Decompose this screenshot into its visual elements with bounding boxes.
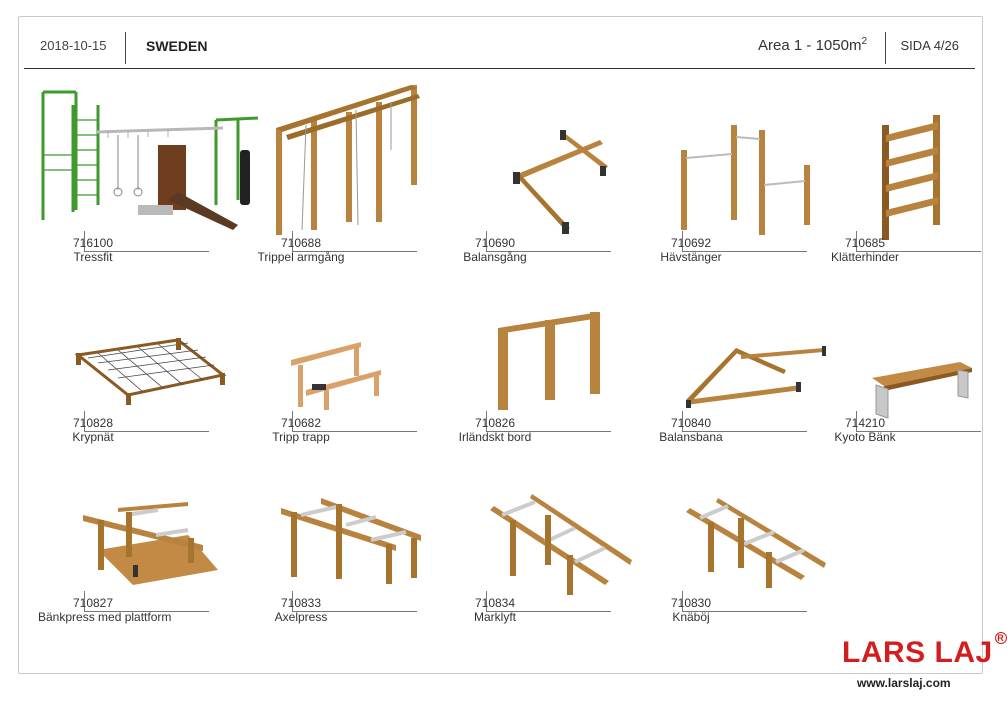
registered-mark: R [995, 632, 1007, 644]
header-separator [885, 32, 886, 64]
product-710826 [440, 260, 630, 445]
product-710834 [440, 440, 630, 625]
product-code: 710834 [474, 596, 516, 610]
product-code: 710840 [670, 416, 712, 430]
product-710685 [810, 80, 1000, 265]
product-716100 [38, 80, 228, 265]
product-name: Marklyft [474, 610, 516, 624]
lars-laj-logo [842, 633, 1005, 670]
page-number: SIDA 4/26 [900, 38, 959, 53]
product-name: Kyoto Bänk [834, 430, 896, 444]
product-710830 [636, 440, 826, 625]
product-name: Krypnät [72, 430, 114, 444]
header-area [758, 36, 867, 54]
product-name: Tripp trapp [272, 430, 330, 444]
product-name: Trippel armgång [257, 250, 345, 264]
product-name: Knäböj [672, 610, 710, 624]
product-code: 710826 [474, 416, 516, 430]
product-code: 710827 [72, 596, 114, 610]
product-name: Axelpress [274, 610, 328, 624]
product-710688 [246, 80, 436, 265]
product-710833 [246, 440, 436, 625]
axelpress-image [246, 440, 436, 590]
area-label: Area 1 - 1050m [758, 37, 862, 54]
product-name: Klätterhinder [830, 250, 900, 264]
tripp-trapp-image [246, 260, 436, 410]
header-country: SWEDEN [146, 38, 208, 54]
marklyft-image [440, 440, 630, 590]
product-code: 710692 [670, 236, 712, 250]
krypnat-image [38, 260, 228, 410]
product-code: 710688 [280, 236, 322, 250]
website-link[interactable]: www.larslaj.com [857, 676, 951, 690]
kyoto-bank-image [810, 260, 1000, 410]
klatterhinder-image [810, 80, 1000, 230]
balansbana-image [636, 260, 826, 410]
product-name: Tressfit [73, 250, 113, 264]
product-code: 710682 [280, 416, 322, 430]
product-code: 710828 [72, 416, 114, 430]
logo-text: LARS LAJ [842, 636, 993, 669]
tressfit-image [38, 80, 228, 230]
product-name: Bänkpress med plattform [38, 610, 172, 624]
header-date: 2018-10-15 [40, 38, 107, 53]
product-code: 714210 [844, 416, 886, 430]
product-name: Hävstänger [660, 250, 722, 264]
product-code: 710830 [670, 596, 712, 610]
product-710828 [38, 260, 228, 445]
header-separator [125, 32, 126, 64]
product-name: Balansgång [463, 250, 527, 264]
product-710690 [440, 80, 630, 265]
product-code: 710690 [474, 236, 516, 250]
irlandskt-bord-image [440, 260, 630, 410]
product-code: 710685 [844, 236, 886, 250]
product-714210 [810, 260, 1000, 445]
product-710827 [38, 440, 228, 625]
product-code: 716100 [72, 236, 114, 250]
balansgang-image [440, 80, 630, 230]
product-710840 [636, 260, 826, 445]
havstanger-image [636, 80, 826, 230]
product-710682 [246, 260, 436, 445]
product-code: 710833 [280, 596, 322, 610]
knaboj-image [636, 440, 826, 590]
area-unit-sup: 2 [861, 36, 867, 47]
trippel-armgang-image [246, 80, 436, 230]
bankpress-image [38, 440, 228, 590]
product-name: Balansbana [659, 430, 723, 444]
product-710692 [636, 80, 826, 265]
product-name: Irländskt bord [458, 430, 532, 444]
page-header [24, 30, 975, 69]
